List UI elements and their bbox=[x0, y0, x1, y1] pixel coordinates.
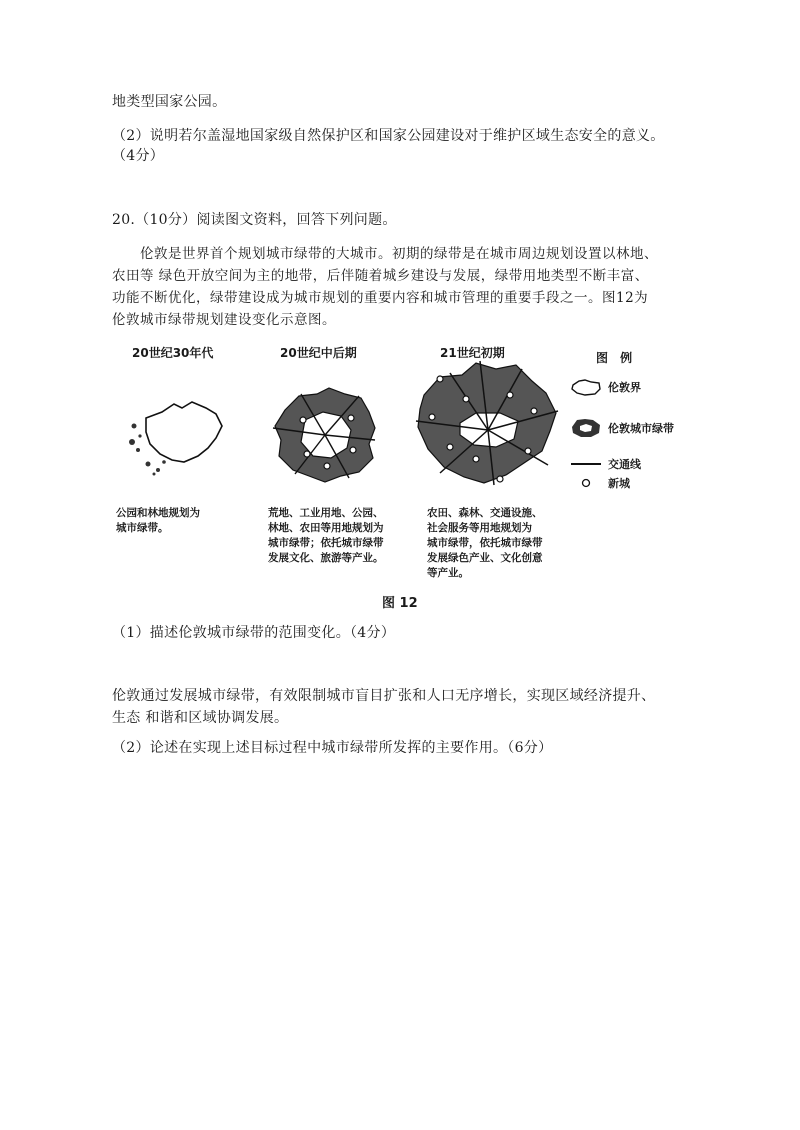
legend-item-newtown bbox=[566, 472, 630, 494]
mid-text-line-1: 伦敦通过发展城市绿带，有效限制城市盲目扩张和人口无序增长，实现区域经济提升、 bbox=[112, 688, 656, 704]
map-mid-late-20th bbox=[265, 380, 385, 490]
legend-label-newtown: 新城 bbox=[608, 477, 630, 490]
caption-early-21st-line-4: 发展绿色产业、文化创意 bbox=[427, 552, 543, 564]
question-20-1: （1）描述伦敦城市绿带的范围变化。（4分） bbox=[112, 625, 396, 641]
greenbelt-icon bbox=[566, 417, 606, 439]
caption-early-21st-line-3: 城市绿带，依托城市绿带 bbox=[427, 537, 543, 549]
legend-item-boundary bbox=[566, 376, 641, 398]
intro-line-2: 农田等 绿色开放空间为主的地带，后伴随着城乡建设与发展，绿带用地类型不断丰富、 bbox=[112, 268, 649, 284]
legend-label-transport: 交通线 bbox=[608, 458, 641, 471]
caption-mid-late-20th-line-4: 发展文化、旅游等产业。 bbox=[268, 552, 384, 564]
legend-label-greenbelt: 伦敦城市绿带 bbox=[608, 422, 674, 435]
caption-mid-late-20th-line-1: 荒地、工业用地、公园、 bbox=[268, 507, 384, 519]
intro-line-4: 伦敦城市绿带规划建设变化示意图。 bbox=[112, 312, 336, 328]
caption-mid-late-20th-line-2: 林地、农田等用地规划为 bbox=[268, 522, 384, 534]
intro-line-3: 功能不断优化，绿带建设成为城市规划的重要内容和城市管理的重要手段之一。图12为 bbox=[112, 290, 649, 306]
legend-label-boundary: 伦敦界 bbox=[608, 381, 641, 394]
question-20-header: 20.（10分）阅读图文资料，回答下列问题。 bbox=[112, 212, 397, 228]
legend-item-greenbelt bbox=[566, 417, 674, 439]
caption-1930s-line-1: 公园和林地规划为 bbox=[116, 507, 200, 519]
intro-line-1: 伦敦是世界首个规划城市绿带的大城市。初期的绿带是在城市周边规划设置以林地、 bbox=[140, 246, 658, 262]
question-20-2: （2）论述在实现上述目标过程中城市绿带所发挥的主要作用。（6分） bbox=[112, 740, 553, 756]
caption-early-21st-line-1: 农田、森林、交通设施、 bbox=[427, 507, 543, 519]
era-title-early-21st: 21世纪初期 bbox=[440, 346, 505, 360]
caption-mid-late-20th-line-3: 城市绿带；依托城市绿带 bbox=[268, 537, 384, 549]
caption-early-21st bbox=[427, 506, 543, 581]
caption-1930s-line-2: 城市绿带。 bbox=[116, 522, 169, 534]
era-title-mid-late-20th: 20世纪中后期 bbox=[280, 346, 357, 360]
question-19-2-text: （2）说明若尔盖湿地国家级自然保护区和国家公园建设对于维护区域生态安全的意义。 bbox=[112, 128, 665, 144]
map-early-21st bbox=[410, 355, 570, 495]
new-town-icon bbox=[566, 472, 606, 494]
london-boundary-1930s bbox=[146, 402, 222, 462]
question-19-2-score: （4分） bbox=[112, 148, 165, 164]
mid-text-line-2: 生态 和谐和区域协调发展。 bbox=[112, 710, 289, 726]
figure-label: 图 12 bbox=[382, 596, 418, 611]
legend-title: 图 例 bbox=[596, 351, 637, 365]
caption-mid-late-20th bbox=[268, 506, 384, 566]
previous-answer-line: 地类型国家公园。 bbox=[112, 94, 227, 110]
era-title-1930s: 20世纪30年代 bbox=[132, 346, 214, 360]
caption-1930s bbox=[116, 506, 200, 536]
caption-early-21st-line-2: 社会服务等用地规划为 bbox=[427, 522, 532, 534]
caption-early-21st-line-5: 等产业。 bbox=[427, 567, 469, 579]
question-20-intro bbox=[112, 243, 692, 331]
map-1930s bbox=[118, 390, 238, 480]
london-boundary-icon bbox=[566, 376, 606, 398]
